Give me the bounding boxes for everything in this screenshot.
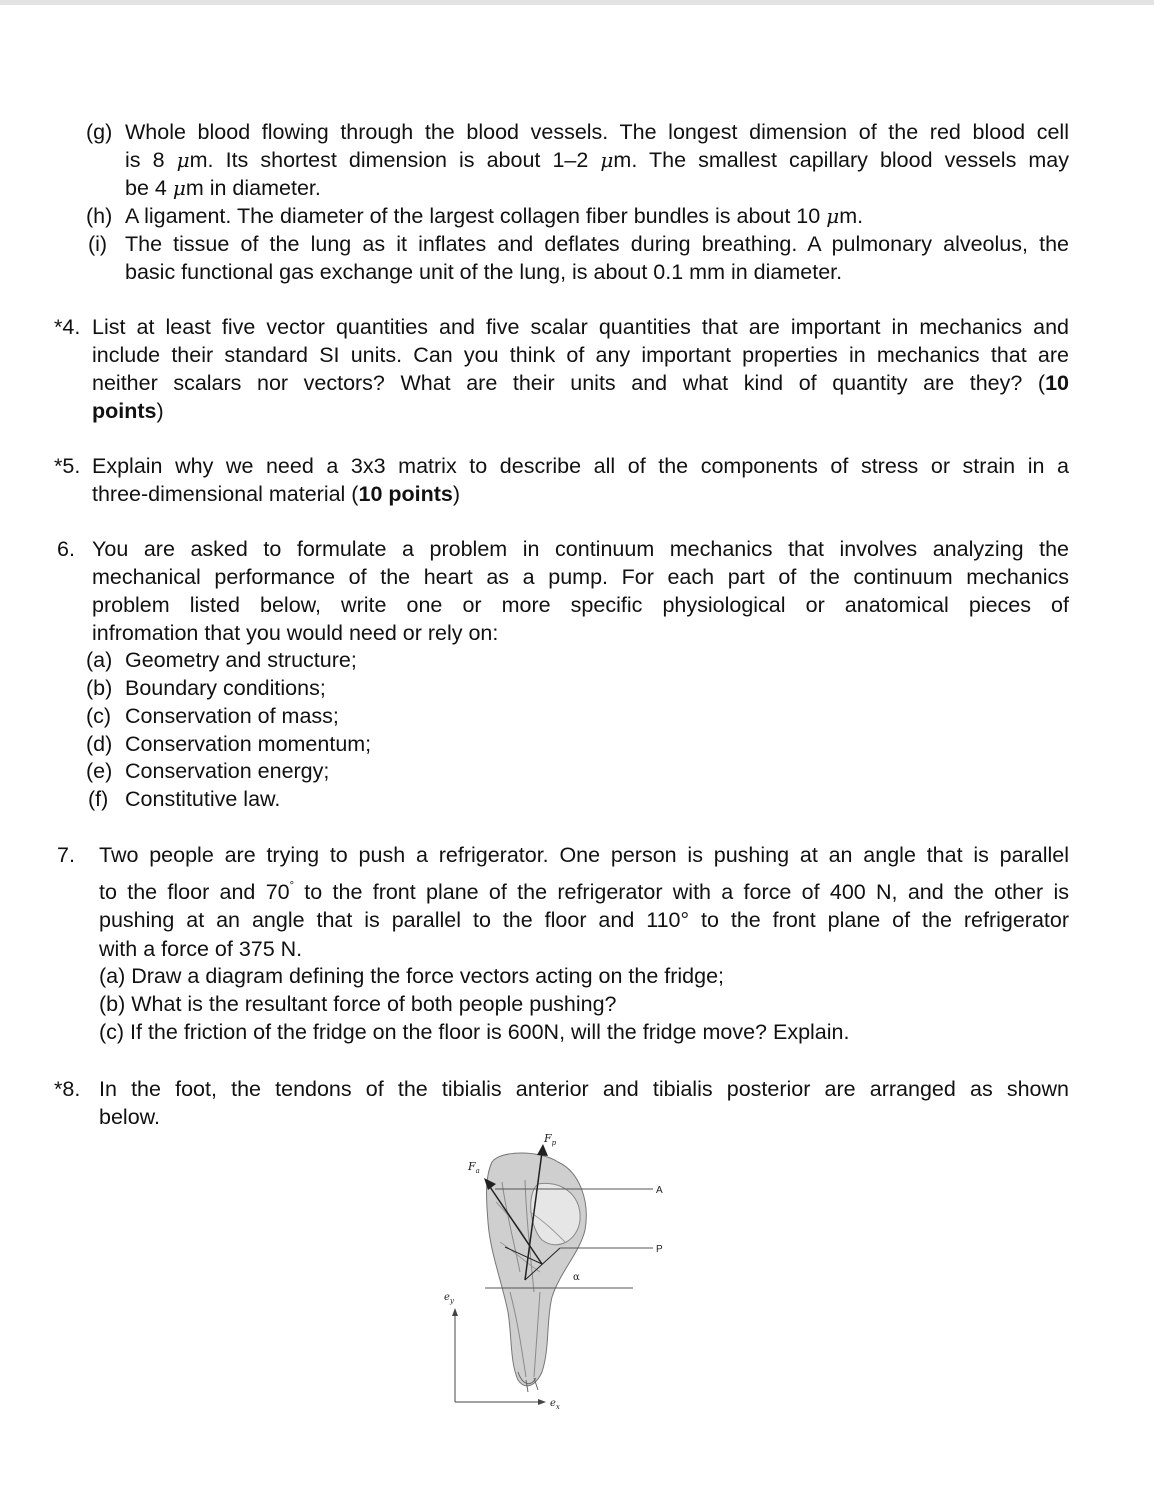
q4-line2: include their standard SI units. Can you think of any important properties in mechanics that are (92, 343, 1069, 367)
q3i-line1: The tissue of the lung as it inflates and deflates during breathing. A pulmonary alveolus, the (125, 232, 1069, 256)
x-axis-arrow (538, 1399, 546, 1405)
q6-item-text: Constitutive law. (125, 787, 281, 811)
q6-item-label: (f) (88, 787, 109, 811)
q7-line3: pushing at an angle that is parallel to the floor and 110° to the front plane of the refrigerator (99, 908, 1069, 932)
q6-item-text: Conservation of mass; (125, 704, 339, 728)
q6-item-label: (d) (86, 732, 113, 756)
alpha-label: α (573, 1272, 580, 1283)
q7-line2: to the floor and 70° to the front plane of the refrigerator with a force of 400 N, and the other is (99, 880, 1069, 905)
foot-tendon-figure (430, 1122, 690, 1422)
y-axis-arrow (452, 1308, 458, 1316)
q3h-line1: A ligament. The diameter of the largest collagen fiber bundles is about 10 μm. (125, 204, 864, 228)
fa-label: $F_a$ (468, 1160, 480, 1175)
q6-item-text: Boundary conditions; (125, 676, 326, 700)
q7-number: 7. (57, 843, 75, 867)
q4-line1: List at least five vector quantities and five scalar quantities that are important in mechanics and (92, 315, 1069, 339)
q8-line2: below. (99, 1105, 160, 1129)
q3g-line3: be 4 μm in diameter. (125, 176, 321, 200)
q5-line2: three-dimensional material (10 points) (92, 482, 461, 506)
ey-label: $e_y$ (444, 1292, 454, 1305)
q7-part-c: (c) If the friction of the fridge on the floor is 600N, will the fridge move? Explain. (99, 1020, 850, 1044)
q6-item-label: (a) (86, 648, 113, 672)
q7-part-b: (b) What is the resultant force of both people pushing? (99, 992, 617, 1016)
ex-label: $e_x$ (550, 1398, 560, 1411)
q6-item-label: (b) (86, 676, 113, 700)
q3g-line2: is 8 μm. Its shortest dimension is about 1–2 μm. The smallest capillary blood vessels may (125, 148, 1070, 172)
q6-number: 6. (57, 537, 75, 561)
q6-item-text: Conservation energy; (125, 759, 330, 783)
label-a: A (656, 1185, 663, 1196)
q6-line1: You are asked to formulate a problem in continuum mechanics that involves analyzing the (92, 537, 1069, 561)
q3i-label: (i) (88, 232, 108, 256)
q7-part-a: (a) Draw a diagram defining the force vectors acting on the fridge; (99, 964, 725, 988)
q5-number: *5. (54, 454, 81, 478)
force-fp-arrowhead (537, 1144, 548, 1156)
q3g-line1: Whole blood flowing through the blood vessels. The longest dimension of the red blood cell (125, 120, 1069, 144)
q8-line1: In the foot, the tendons of the tibialis anterior and tibialis posterior are arranged as shown (99, 1077, 1069, 1101)
q6-line4: infromation that you would need or rely on: (92, 621, 499, 645)
q6-line2: mechanical performance of the heart as a pump. For each part of the continuum mechanics (92, 565, 1069, 589)
q4-line3: neither scalars nor vectors? What are their units and what kind of quantity are they? (10 (92, 371, 1069, 395)
q4-line4: points) (92, 399, 164, 423)
q6-item-text: Conservation momentum; (125, 732, 372, 756)
q7-line1: Two people are trying to push a refrigerator. One person is pushing at an angle that is parallel (99, 843, 1069, 867)
q7-line4: with a force of 375 N. (99, 937, 303, 961)
q4-number: *4. (54, 315, 81, 339)
label-p: P (656, 1244, 663, 1255)
q6-line3: problem listed below, write one or more specific physiological or anatomical pieces of (92, 593, 1069, 617)
q6-item-text: Geometry and structure; (125, 648, 357, 672)
q3g-label: (g) (86, 120, 113, 144)
q6-item-label: (e) (86, 759, 113, 783)
q5-line1: Explain why we need a 3x3 matrix to describe all of the components of stress or strain in a (92, 454, 1069, 478)
q6-item-label: (c) (86, 704, 112, 728)
fp-label: $F_p$ (544, 1132, 557, 1147)
q3i-line2: basic functional gas exchange unit of the lung, is about 0.1 mm in diameter. (125, 260, 843, 284)
q8-number: *8. (54, 1077, 81, 1101)
q3h-label: (h) (86, 204, 113, 228)
